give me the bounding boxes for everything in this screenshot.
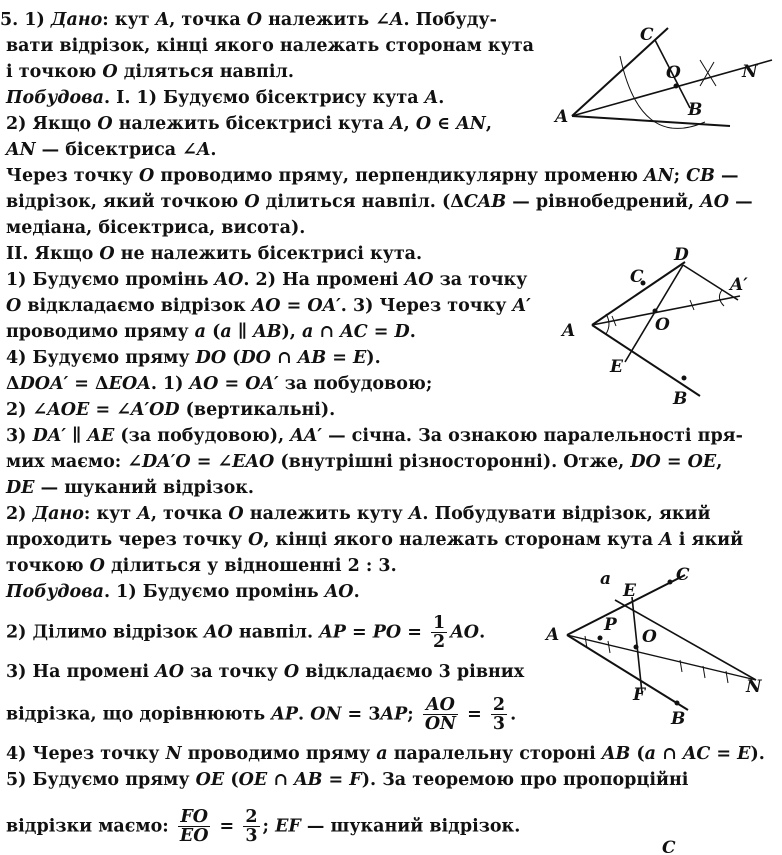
fig3-point-p	[598, 636, 603, 641]
fig3-label-o: O	[642, 627, 657, 647]
fig1-ray-ab	[572, 116, 730, 126]
text-line: 4) Через точку N проводимо пряму a паралельну стороні AB (a ∩ AC = E).	[6, 744, 765, 764]
fig3-point-o	[634, 645, 639, 650]
fig2-label-c: C	[630, 267, 644, 287]
text-line: 2) Дано: кут A, точка O належить куту A. Побудувати відрізок, який	[6, 504, 711, 524]
text-line: 2) Якщо O належить бісектрисі кута A, O ∈ AN,	[6, 114, 492, 134]
fig2-label-a-prime: A′	[730, 275, 748, 295]
text-line: 3) DA′ ∥ AE (за побудовою), AA′ — січна. За ознакою паралельності пря-	[6, 426, 743, 446]
fig2-point-b	[682, 376, 687, 381]
fig3-label-f: F	[633, 685, 646, 705]
fig3-ray-ab	[567, 635, 688, 710]
text-line: 5) Будуємо пряму OE (OE ∩ AB = F). За теоремою про пропорційні	[6, 770, 689, 790]
text-line: відрізка, що дорівнюють AP. ON = 3AP; $\frac{AO}{ON}$ = $\frac{2}{3}$ .	[6, 695, 517, 735]
fig1-label-o: O	[666, 63, 681, 83]
fig1-label-c: C	[640, 25, 654, 45]
fig1-point-o	[674, 84, 679, 89]
fig2-angle-mark-a	[606, 314, 609, 334]
fraction-two-thirds: $\frac{2}{3}$	[492, 695, 506, 735]
text-line: Побудова. I. 1) Будуємо бісектрису кута A.	[6, 88, 445, 108]
text-line: 5. 1) Дано: кут A, точка O належить ∠A. Побуду-	[0, 10, 497, 30]
text-line: II. Якщо O не належить бісектрисі кута.	[6, 244, 423, 264]
text-line: DE — шуканий відрізок.	[6, 478, 254, 498]
text-line: мих маємо: ∠DA′O = ∠EAO (внутрішні різносторонні). Отже, DO = OE,	[6, 452, 723, 472]
text-line: відрізки маємо: $\frac{FO}{EO}$ = $\frac{2}{3}$ ; EF — шуканий відрізок.	[6, 807, 521, 847]
text-line: вати відрізок, кінці якого належать сторонам кута	[6, 36, 534, 56]
text-line: 4) Будуємо пряму DO (DO ∩ AB = E).	[6, 348, 381, 368]
text-line: і точкою O діляться навпіл.	[6, 62, 294, 82]
fig3-label-b: B	[671, 709, 686, 729]
text-line: точкою O ділиться у відношенні 2 : 3.	[6, 556, 397, 576]
fig2-label-e: E	[610, 357, 623, 377]
fig2-label-o: O	[655, 315, 670, 335]
fig1-label-n: N	[742, 62, 758, 82]
fig3-point-b	[675, 701, 680, 706]
fig3-point-c	[668, 580, 673, 585]
fig3-ray-an	[567, 635, 756, 680]
fig1-label-b: B	[688, 100, 703, 120]
fig2-point-o	[653, 309, 658, 314]
text-line: відрізок, який точкою O ділиться навпіл. (ΔCAB — рівнобедрений, AO —	[6, 192, 753, 212]
fig2-angle-mark-a1	[719, 290, 724, 306]
text-line: AN — бісектриса ∠A.	[6, 140, 217, 160]
text-line: проводимо пряму a (a ∥ AB), a ∩ AC = D.	[6, 322, 416, 342]
figure-ratio-construction	[567, 575, 756, 710]
fig2-ray-ab	[592, 325, 700, 396]
fig3-label-n: N	[746, 677, 762, 697]
fig2-label-d: D	[674, 245, 689, 265]
fraction-one-half: $\frac{1}{2}$	[433, 613, 446, 653]
fig1-label-a: A	[555, 107, 569, 127]
text-line: ΔDOA′ = ΔEOA. 1) AO = OA′ за побудовою;	[6, 374, 433, 394]
fig3-label-a-line: a	[600, 569, 612, 589]
text-line: медіана, бісектриса, висота).	[6, 218, 306, 238]
fig3-label-c: C	[676, 565, 690, 585]
fig3-label-a: A	[546, 625, 560, 645]
fig2-label-a: A	[562, 321, 576, 341]
fig1-arc-marks	[700, 60, 716, 86]
fig2-label-b: B	[673, 389, 688, 409]
fraction-fo-eo: $\frac{FO}{EO}$	[179, 807, 209, 847]
fig3-label-p: P	[604, 615, 617, 635]
fig3-label-e: E	[623, 581, 636, 601]
fig4-label-c: C	[662, 838, 676, 855]
fraction-ao-on: $\frac{AO}{ON}$	[424, 695, 457, 735]
text-line: проходить через точку O, кінці якого належать сторонам кута A і який	[6, 530, 744, 550]
text-line: 3) На промені AO за точку O відкладаємо 3 рівних	[6, 662, 525, 682]
text-line: Побудова. 1) Будуємо промінь AO.	[6, 582, 360, 602]
text-line: 2) ∠AOE = ∠A′OD (вертикальні).	[6, 400, 336, 420]
fraction-two-thirds: $\frac{2}{3}$	[245, 807, 258, 847]
text-line: O відкладаємо відрізок AO = OA′. 3) Через точку A′	[6, 296, 531, 316]
text-line: 1) Будуємо промінь AO. 2) На промені AO за точку	[6, 270, 528, 290]
text-line: 2) Ділимо відрізок AO навпіл. AP = PO = $\frac{1}{2}$ AO.	[6, 613, 486, 653]
text-line: Через точку O проводимо пряму, перпендикулярну променю AN; CB —	[6, 166, 739, 186]
